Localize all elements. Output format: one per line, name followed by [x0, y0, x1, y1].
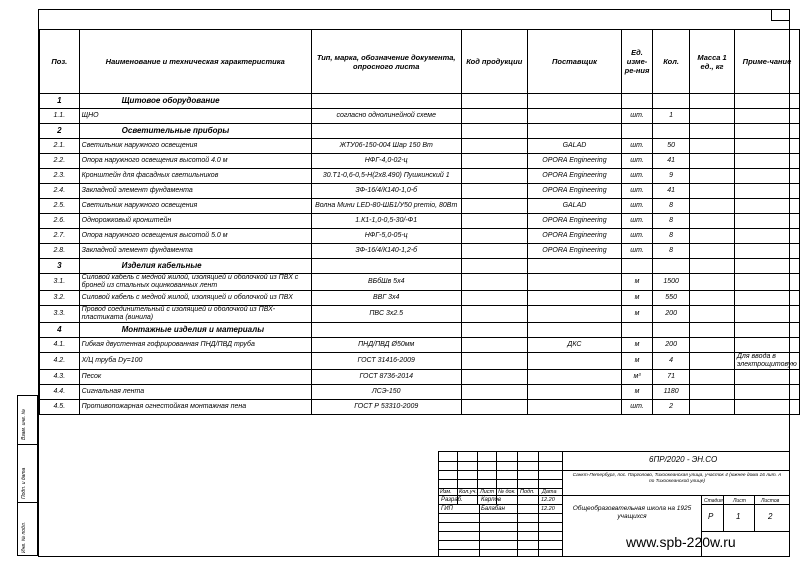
cell-supplier: [527, 370, 621, 385]
cell-unit: шт.: [621, 154, 652, 169]
cell-type: [311, 259, 461, 274]
cell-mass: [690, 154, 735, 169]
cell-name: Гибкая двустенная гофрированная ПНД/ПВД труба: [79, 338, 311, 353]
razrab-name: Карпов: [481, 497, 501, 503]
table-row: [40, 109, 800, 124]
cell-code: [461, 214, 527, 229]
cell-note: [734, 229, 799, 244]
cell-supplier: [527, 306, 621, 323]
cell-mass: [690, 94, 735, 109]
cell-mass: [690, 274, 735, 291]
table-row: [40, 274, 800, 291]
cell-supplier: OPORA Engineering: [527, 229, 621, 244]
cell-type: ЗФ-16/4/К140-1,0-б: [311, 184, 461, 199]
cell-qty: 1180: [653, 385, 690, 400]
sheet-value: 1: [736, 512, 741, 521]
cell-note: [734, 124, 799, 139]
cell-supplier: OPORA Engineering: [527, 184, 621, 199]
cell-name: Провод соединительный с изоляцией и оболочкой из ПВХ-пластиката (винила): [79, 306, 311, 323]
cell-qty: 8: [653, 214, 690, 229]
header-mass: Масса 1 ед., кг: [690, 30, 735, 94]
cell-type: ЛСЭ-150: [311, 385, 461, 400]
col-list: Лист: [480, 489, 495, 495]
table-row: [40, 199, 800, 214]
cell-qty: 41: [653, 184, 690, 199]
object-name: Общеобразовательная школа на 1925 учащихся: [572, 505, 692, 520]
cell-note: [734, 306, 799, 323]
cell-name: Светильник наружного освещения: [79, 199, 311, 214]
cell-supplier: [527, 353, 621, 370]
cell-type: Волна Мини LED-80-ШБ1/У50 premio, 80Вт: [311, 199, 461, 214]
cell-note: [734, 259, 799, 274]
cell-unit: м: [621, 353, 652, 370]
cell-pos: 2.1.: [40, 139, 80, 154]
cell-pos: 3.2.: [40, 291, 80, 306]
cell-code: [461, 229, 527, 244]
cell-note: [734, 199, 799, 214]
cell-unit: шт.: [621, 139, 652, 154]
cell-note: [734, 169, 799, 184]
cell-code: [461, 323, 527, 338]
section-row: [40, 94, 800, 109]
cell-code: [461, 370, 527, 385]
sheets-label: Листов: [761, 498, 780, 504]
header-note: Приме-чание: [734, 30, 799, 94]
cell-pos: 4.1.: [40, 338, 80, 353]
title-block: [438, 451, 790, 557]
cell-pos: 3.1.: [40, 274, 80, 291]
cell-pos: 2.4.: [40, 184, 80, 199]
cell-supplier: [527, 323, 621, 338]
cell-qty: 550: [653, 291, 690, 306]
cell-supplier: [527, 124, 621, 139]
header-supplier: Поставщик: [527, 30, 621, 94]
header-name: Наименование и техническая характеристика: [79, 30, 311, 94]
cell-unit: шт.: [621, 400, 652, 415]
side-label-inv-orig: Инв. № подл.: [21, 521, 27, 553]
cell-unit: [621, 259, 652, 274]
cell-pos: 4.3.: [40, 370, 80, 385]
cell-name: Светильник наружного освещения: [79, 139, 311, 154]
header-type: Тип, марка, обозначение документа, опросного листа: [311, 30, 461, 94]
cell-name: ЩНО: [79, 109, 311, 124]
table-row: [40, 184, 800, 199]
cell-note: [734, 323, 799, 338]
cell-unit: м: [621, 338, 652, 353]
cell-type: [311, 323, 461, 338]
cell-unit: шт.: [621, 214, 652, 229]
cell-name: Опора наружного освещения высотой 5.0 м: [79, 229, 311, 244]
cell-type: ЗФ-16/4/К140-1,2-б: [311, 244, 461, 259]
cell-pos: 2.8.: [40, 244, 80, 259]
cell-type: 1.К1-1,0-0,5-30/-Ф1: [311, 214, 461, 229]
cell-qty: [653, 124, 690, 139]
cell-note: [734, 274, 799, 291]
stage-label: Стадия: [704, 498, 723, 504]
cell-pos: 2.7.: [40, 229, 80, 244]
table-row: [40, 385, 800, 400]
cell-code: [461, 353, 527, 370]
col-kol-uch: Кол.уч.: [459, 489, 477, 495]
cell-code: [461, 139, 527, 154]
cell-mass: [690, 199, 735, 214]
col-izm: Изм.: [440, 489, 452, 495]
cell-supplier: [527, 94, 621, 109]
table-header-row: [40, 30, 800, 94]
cell-note: [734, 139, 799, 154]
side-label-inv-sub: Взам. инв. №: [21, 409, 27, 440]
cell-note: [734, 385, 799, 400]
cell-unit: м: [621, 291, 652, 306]
gip-label: ГИП: [441, 506, 453, 512]
cell-code: [461, 259, 527, 274]
cell-type: ПВС 3х2.5: [311, 306, 461, 323]
cell-note: [734, 338, 799, 353]
sheets-value: 2: [768, 512, 773, 521]
cell-supplier: OPORA Engineering: [527, 169, 621, 184]
table-row: [40, 229, 800, 244]
cell-qty: 2: [653, 400, 690, 415]
cell-mass: [690, 291, 735, 306]
cell-code: [461, 385, 527, 400]
gip-name: Балабан: [481, 506, 505, 512]
section-row: [40, 124, 800, 139]
cell-type: ГОСТ Р 53310-2009: [311, 400, 461, 415]
cell-mass: [690, 244, 735, 259]
cell-pos: 3.3.: [40, 306, 80, 323]
cell-name: Изделия кабельные: [79, 259, 311, 274]
cell-code: [461, 154, 527, 169]
cell-qty: 200: [653, 338, 690, 353]
cell-type: НФГ-5,0-05-ц: [311, 229, 461, 244]
cell-mass: [690, 323, 735, 338]
col-doc: № док.: [498, 489, 516, 495]
cell-note: [734, 291, 799, 306]
cell-type: НФГ-4,0-02-ц: [311, 154, 461, 169]
table-row: [40, 214, 800, 229]
cell-code: [461, 199, 527, 214]
cell-unit: м: [621, 385, 652, 400]
cell-type: ГОСТ 31416-2009: [311, 353, 461, 370]
table-row: [40, 169, 800, 184]
cell-name: Песок: [79, 370, 311, 385]
side-stamp: [17, 395, 38, 556]
cell-pos: 2.6.: [40, 214, 80, 229]
cell-pos: 1: [40, 94, 80, 109]
table-row: [40, 370, 800, 385]
cell-pos: 3: [40, 259, 80, 274]
cell-code: [461, 274, 527, 291]
cell-mass: [690, 353, 735, 370]
cell-qty: [653, 94, 690, 109]
cell-type: 30.Т1-0,6-0,5-Н(2х8.490) Пушкинский 1: [311, 169, 461, 184]
cell-qty: 4: [653, 353, 690, 370]
cell-note: [734, 214, 799, 229]
cell-qty: 50: [653, 139, 690, 154]
watermark: www.spb-220w.ru: [626, 534, 736, 550]
object-address: Санкт-Петербург, пос. Парголово, Тихоокеанская улица, участок 4 (южнее дома 16 лит. А по Тихоокеанской улице): [572, 473, 782, 484]
cell-mass: [690, 259, 735, 274]
cell-type: [311, 94, 461, 109]
cell-unit: [621, 94, 652, 109]
cell-name: Закладной элемент фундамента: [79, 244, 311, 259]
cell-supplier: ДКС: [527, 338, 621, 353]
table-row: [40, 244, 800, 259]
cell-name: Однорожковый кронштейн: [79, 214, 311, 229]
cell-mass: [690, 184, 735, 199]
razrab-label: Разраб.: [441, 497, 463, 503]
table-row: [40, 400, 800, 415]
cell-supplier: [527, 109, 621, 124]
razrab-date: 12.20: [541, 497, 555, 503]
cell-name: Силовой кабель с медной жилой, изоляцией и оболочкой из ПВХ с броней из стальных оцинкованных лент: [79, 274, 311, 291]
specification-table: [39, 29, 800, 415]
section-row: [40, 259, 800, 274]
table-row: [40, 306, 800, 323]
cell-code: [461, 400, 527, 415]
header-qty: Кол.: [653, 30, 690, 94]
cell-qty: [653, 323, 690, 338]
side-cell-sign-date: [18, 444, 37, 502]
cell-name: Закладной элемент фундамента: [79, 184, 311, 199]
table-row: [40, 154, 800, 169]
cell-mass: [690, 169, 735, 184]
cell-qty: 8: [653, 199, 690, 214]
cell-unit: [621, 323, 652, 338]
cell-pos: 4: [40, 323, 80, 338]
table-row: [40, 291, 800, 306]
cell-unit: шт.: [621, 184, 652, 199]
cell-code: [461, 184, 527, 199]
corner-box: [771, 9, 790, 21]
cell-name: Х/Ц труба Dу=100: [79, 353, 311, 370]
col-podp: Подп.: [520, 489, 535, 495]
col-date: Дата: [542, 489, 557, 495]
cell-unit: шт.: [621, 244, 652, 259]
cell-unit: шт.: [621, 109, 652, 124]
cell-qty: 71: [653, 370, 690, 385]
stage-value: Р: [708, 512, 714, 521]
cell-mass: [690, 306, 735, 323]
cell-supplier: [527, 259, 621, 274]
cell-qty: 1: [653, 109, 690, 124]
cell-name: Монтажные изделия и материалы: [79, 323, 311, 338]
cell-pos: 2.3.: [40, 169, 80, 184]
cell-code: [461, 94, 527, 109]
document-code: 6ПР/2020 - ЭН.СО: [649, 455, 718, 464]
sheet-label: Лист: [733, 498, 746, 504]
cell-mass: [690, 400, 735, 415]
cell-mass: [690, 229, 735, 244]
cell-qty: 8: [653, 244, 690, 259]
cell-name: Осветительные приборы: [79, 124, 311, 139]
cell-pos: 2.2.: [40, 154, 80, 169]
cell-type: согласно однолинейной схеме: [311, 109, 461, 124]
cell-supplier: GALAD: [527, 199, 621, 214]
cell-pos: 4.5.: [40, 400, 80, 415]
cell-name: Опора наружного освещения высотой 4.0 м: [79, 154, 311, 169]
cell-name: Силовой кабель с медной жилой, изоляцией и оболочкой из ПВХ: [79, 291, 311, 306]
cell-mass: [690, 370, 735, 385]
cell-pos: 2: [40, 124, 80, 139]
cell-supplier: OPORA Engineering: [527, 154, 621, 169]
cell-qty: 41: [653, 154, 690, 169]
cell-unit: шт.: [621, 229, 652, 244]
table-row: [40, 353, 800, 370]
cell-name: Противопожарная огнестойкая монтажная пена: [79, 400, 311, 415]
cell-mass: [690, 124, 735, 139]
cell-code: [461, 169, 527, 184]
cell-mass: [690, 385, 735, 400]
cell-qty: 1500: [653, 274, 690, 291]
cell-supplier: OPORA Engineering: [527, 214, 621, 229]
cell-unit: м³: [621, 370, 652, 385]
cell-type: [311, 124, 461, 139]
cell-supplier: GALAD: [527, 139, 621, 154]
cell-qty: [653, 259, 690, 274]
cell-code: [461, 306, 527, 323]
cell-mass: [690, 139, 735, 154]
cell-qty: 9: [653, 169, 690, 184]
cell-note: [734, 109, 799, 124]
cell-code: [461, 291, 527, 306]
header-code: Код продукции: [461, 30, 527, 94]
cell-mass: [690, 338, 735, 353]
cell-note: [734, 154, 799, 169]
side-cell-inv-sub: [18, 396, 37, 444]
cell-note: [734, 184, 799, 199]
cell-pos: 1.1.: [40, 109, 80, 124]
section-row: [40, 323, 800, 338]
cell-type: ВБбШв 5х4: [311, 274, 461, 291]
cell-name: Кронштейн для фасадных светильников: [79, 169, 311, 184]
cell-unit: м: [621, 274, 652, 291]
cell-note: [734, 94, 799, 109]
side-cell-inv-orig: [18, 502, 37, 555]
table-row: [40, 139, 800, 154]
cell-supplier: [527, 274, 621, 291]
cell-note: [734, 244, 799, 259]
cell-supplier: [527, 400, 621, 415]
cell-unit: м: [621, 306, 652, 323]
cell-code: [461, 338, 527, 353]
cell-supplier: [527, 291, 621, 306]
cell-note: [734, 370, 799, 385]
cell-type: ПНД/ПВД Ø50мм: [311, 338, 461, 353]
header-pos: Поз.: [40, 30, 80, 94]
cell-name: Сигнальная лента: [79, 385, 311, 400]
cell-supplier: [527, 385, 621, 400]
cell-name: Щитовое оборудование: [79, 94, 311, 109]
cell-code: [461, 244, 527, 259]
side-label-sign-date: Подп. и дата: [21, 467, 27, 499]
cell-type: ВВГ 3х4: [311, 291, 461, 306]
cell-supplier: OPORA Engineering: [527, 244, 621, 259]
cell-mass: [690, 109, 735, 124]
cell-mass: [690, 214, 735, 229]
cell-unit: [621, 124, 652, 139]
cell-qty: 8: [653, 229, 690, 244]
cell-pos: 4.2.: [40, 353, 80, 370]
cell-pos: 4.4.: [40, 385, 80, 400]
cell-type: ЖТУ06-150-004 Шар 150 Вт: [311, 139, 461, 154]
header-unit: Ед. изме-ре-ния: [621, 30, 652, 94]
cell-code: [461, 124, 527, 139]
cell-code: [461, 109, 527, 124]
cell-note: Для ввода в электрощитовую: [734, 353, 799, 370]
gip-date: 12.20: [541, 506, 555, 512]
cell-type: ГОСТ 8736-2014: [311, 370, 461, 385]
table-row: [40, 338, 800, 353]
cell-qty: 200: [653, 306, 690, 323]
cell-note: [734, 400, 799, 415]
cell-unit: шт.: [621, 169, 652, 184]
cell-pos: 2.5.: [40, 199, 80, 214]
cell-unit: шт.: [621, 199, 652, 214]
